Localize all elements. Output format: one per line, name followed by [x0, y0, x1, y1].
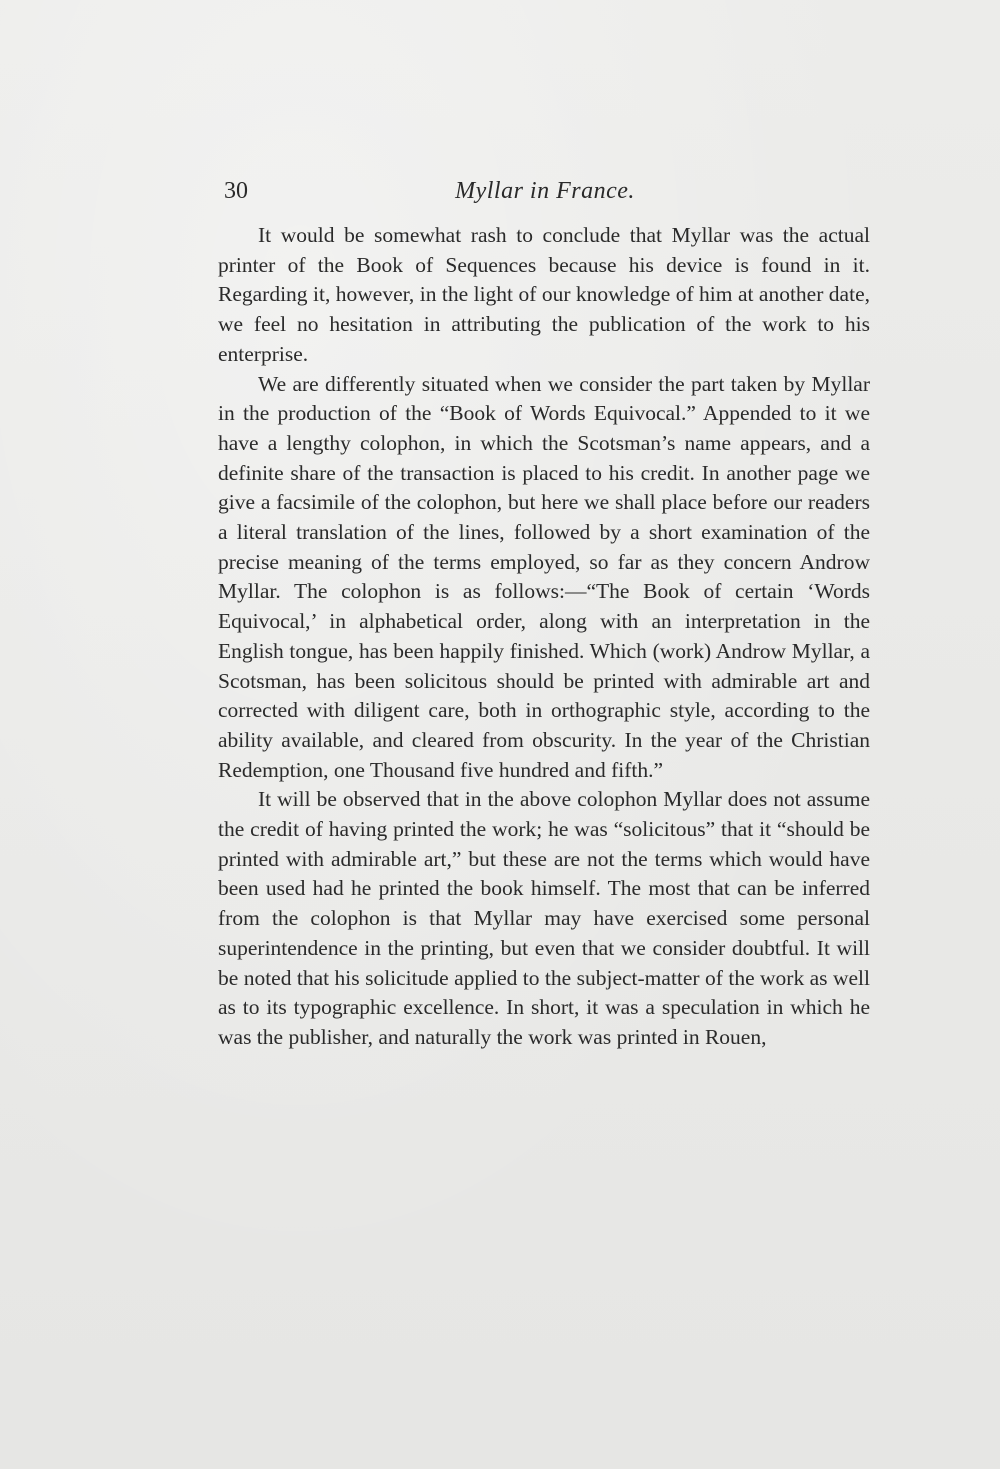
page-number: 30: [224, 178, 248, 204]
running-title: Myllar in France.: [455, 178, 635, 204]
paragraph-1: It would be somewhat rash to conclude that Myllar was the actual printer of the Book of Sequences because his device is found in it. Regarding it, however, in the light of our knowledge of him at another date, we feel no hesitation in attributing the publication of the work to his enterprise.: [218, 223, 870, 366]
paragraph-2: We are differently situated when we consider the part taken by Myllar in the production of the “Book of Words Equivocal.” Appended to it we have a lengthy colophon, in which the Scotsman’s name appears, and a definite share of the transaction is placed to his credit. In another page we give a facsimile of the colophon, but here we shall place before our readers a literal translation of the lines, followed by a short examination of the precise meaning of the terms employed, so far as they concern Androw Myllar. The colophon is as follows:—“The Book of certain ‘Words Equivocal,’ in alphabetical order, along with an interpretation in the English tongue, has been happily finished. Which (work) Androw Myllar, a Scotsman, has been solicitous should be printed with admirable art and corrected with diligent care, both in orthographic style, according to the ability available, and cleared from obscurity. In the year of the Christian Redemption, one Thousand five hundred and fifth.”: [218, 371, 870, 782]
running-head: [220, 176, 870, 206]
body-text: [218, 221, 870, 1053]
paragraph-3: It will be observed that in the above colophon Myllar does not assume the credit of having printed the work; he was “solicitous” that it “should be printed with admirable art,” but these are not the terms which would have been used had he printed the book himself. The most that can be inferred from the colophon is that Myllar may have exercised some personal superintendence in the printing, but even that we consider doubtful. It will be noted that his solicitude applied to the subject-matter of the work as well as to its typographic excellence. In short, it was a speculation in which he was the publisher, and naturally the work was printed in Rouen,: [218, 787, 870, 1049]
